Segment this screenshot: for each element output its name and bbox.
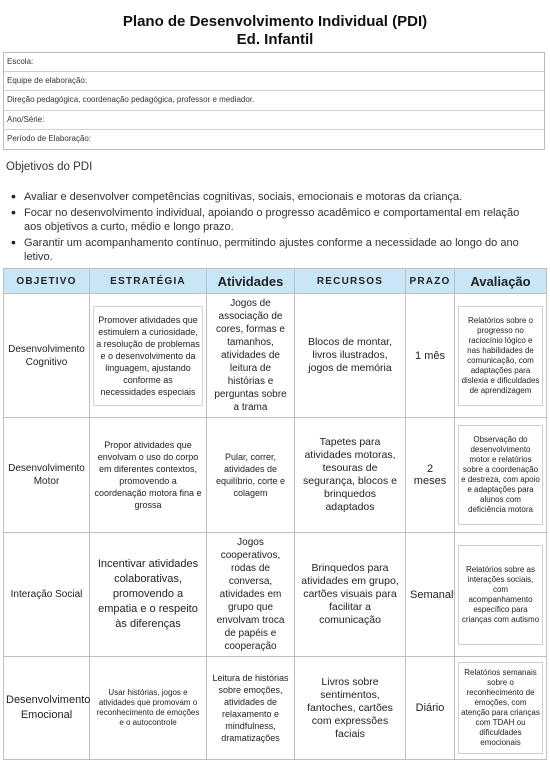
- objectives-title: Objetivos do PDI: [6, 161, 93, 173]
- cell-objetivo: Desenvolvimento Emocional: [4, 657, 90, 760]
- header-avaliacao: Avaliação: [455, 269, 547, 294]
- cell-objetivo: Desenvolvimento Cognitivo: [4, 294, 90, 418]
- cell-objetivo: Desenvolvimento Motor: [4, 418, 90, 533]
- field-direcao[interactable]: Direção pedagógica, coordenação pedagógica, professor e mediador.: [4, 91, 544, 110]
- cell-atividades: Leitura de histórias sobre emoções, atividades de relaxamento e mindfulness, dramatizações: [207, 657, 295, 760]
- cell-atividades: Jogos de associação de cores, formas e tamanhos, atividades de leitura de histórias e perguntas sobre a trama: [207, 294, 295, 418]
- cell-estrategia-text: Promover atividades que estimulem a curiosidade, a resolução de problemas e o desenvolvimento da linguagem, ajustando conforme as necessidades especiais: [93, 306, 203, 406]
- cell-avaliacao: [455, 418, 547, 533]
- cell-recursos: Brinquedos para atividades em grupo, cartões visuais para facilitar a comunicação: [295, 533, 406, 657]
- cell-atividades: Jogos cooperativos, rodas de conversa, atividades em grupo que envolvam troca de papéis e cooperação: [207, 533, 295, 657]
- document-subtitle: Ed. Infantil: [236, 31, 314, 48]
- table-row: [4, 418, 547, 533]
- cell-avaliacao-text: Observação do desenvolvimento motor e relatórios sobre a coordenação e destreza, com apoio e adaptações para alunos com deficiência motora: [458, 425, 543, 525]
- cell-recursos: Livros sobre sentimentos, fantoches, cartões com expressões faciais: [295, 657, 406, 760]
- cell-prazo: 2 meses: [406, 418, 455, 533]
- pdi-table: [3, 268, 547, 760]
- cell-avaliacao-text: Relatórios semanais sobre o reconhecimento de emoções, com atenção para crianças com TDAH ou dificuldades emocionais: [458, 662, 543, 754]
- cell-avaliacao-text: Relatórios sobre o progresso no raciocínio lógico e nas habilidades de comunicação, com adaptações para dislexia e dificuldades de aprendizagem: [458, 306, 543, 406]
- field-escola[interactable]: Escola:: [4, 53, 544, 72]
- cell-estrategia: Usar histórias, jogos e atividades que promovam o reconhecimento de emoções e o autocontrole: [90, 657, 207, 760]
- cell-estrategia: [90, 294, 207, 418]
- header-prazo: PRAZO: [406, 269, 455, 294]
- cell-avaliacao: [455, 657, 547, 760]
- table-row: [4, 533, 547, 657]
- document-title: Plano de Desenvolvimento Individual (PDI): [122, 13, 428, 30]
- field-periodo[interactable]: Período de Elaboração:: [7, 133, 92, 143]
- cell-recursos: Blocos de montar, livros ilustrados, jogos de memória: [295, 294, 406, 418]
- table-header-row: [4, 269, 547, 294]
- field-equipe[interactable]: Equipe de elaboração:: [4, 72, 544, 91]
- info-fields-box: [3, 52, 545, 150]
- header-objetivo: OBJETIVO: [4, 269, 90, 294]
- cell-prazo: 1 mês: [406, 294, 455, 418]
- cell-estrategia: Incentivar atividades colaborativas, promovendo a empatia e o respeito às diferenças: [90, 533, 207, 657]
- cell-prazo: Semanal: [406, 533, 455, 657]
- field-ano-serie[interactable]: Ano/Série:: [4, 111, 544, 130]
- cell-estrategia: Propor atividades que envolvam o uso do corpo em diferentes contextos, promovendo a coordenação motora fina e grossa: [90, 418, 207, 533]
- header-recursos: RECURSOS: [295, 269, 406, 294]
- cell-avaliacao: [455, 533, 547, 657]
- cell-avaliacao-text: Relatórios sobre as interações sociais, com acompanhamento específico para crianças com autismo: [458, 545, 543, 645]
- cell-recursos: Tapetes para atividades motoras, tesouras de segurança, blocos e brinquedos adaptados: [295, 418, 406, 533]
- header-atividades: Atividades: [207, 269, 295, 294]
- cell-atividades: Pular, correr, atividades de equilíbrio, corte e colagem: [207, 418, 295, 533]
- cell-objetivo: Interação Social: [4, 533, 90, 657]
- table-row: [4, 657, 547, 760]
- objective-item: • Avaliar e desenvolver competências cognitivas, sociais, emocionais e motoras da criança.: [10, 190, 535, 204]
- objective-item: • Garantir um acompanhamento contínuo, permitindo ajustes conforme a necessidade ao longo do ano letivo.: [10, 236, 535, 264]
- cell-avaliacao: [455, 294, 547, 418]
- cell-prazo: Diário: [406, 657, 455, 760]
- objectives-list: [10, 190, 535, 266]
- table-row: [4, 294, 547, 418]
- objective-item: • Focar no desenvolvimento individual, apoiando o progresso acadêmico e comportamental em relação aos objetivos a curto, médio e longo prazo.: [10, 206, 535, 234]
- header-estrategia: ESTRATÉGIA: [90, 269, 207, 294]
